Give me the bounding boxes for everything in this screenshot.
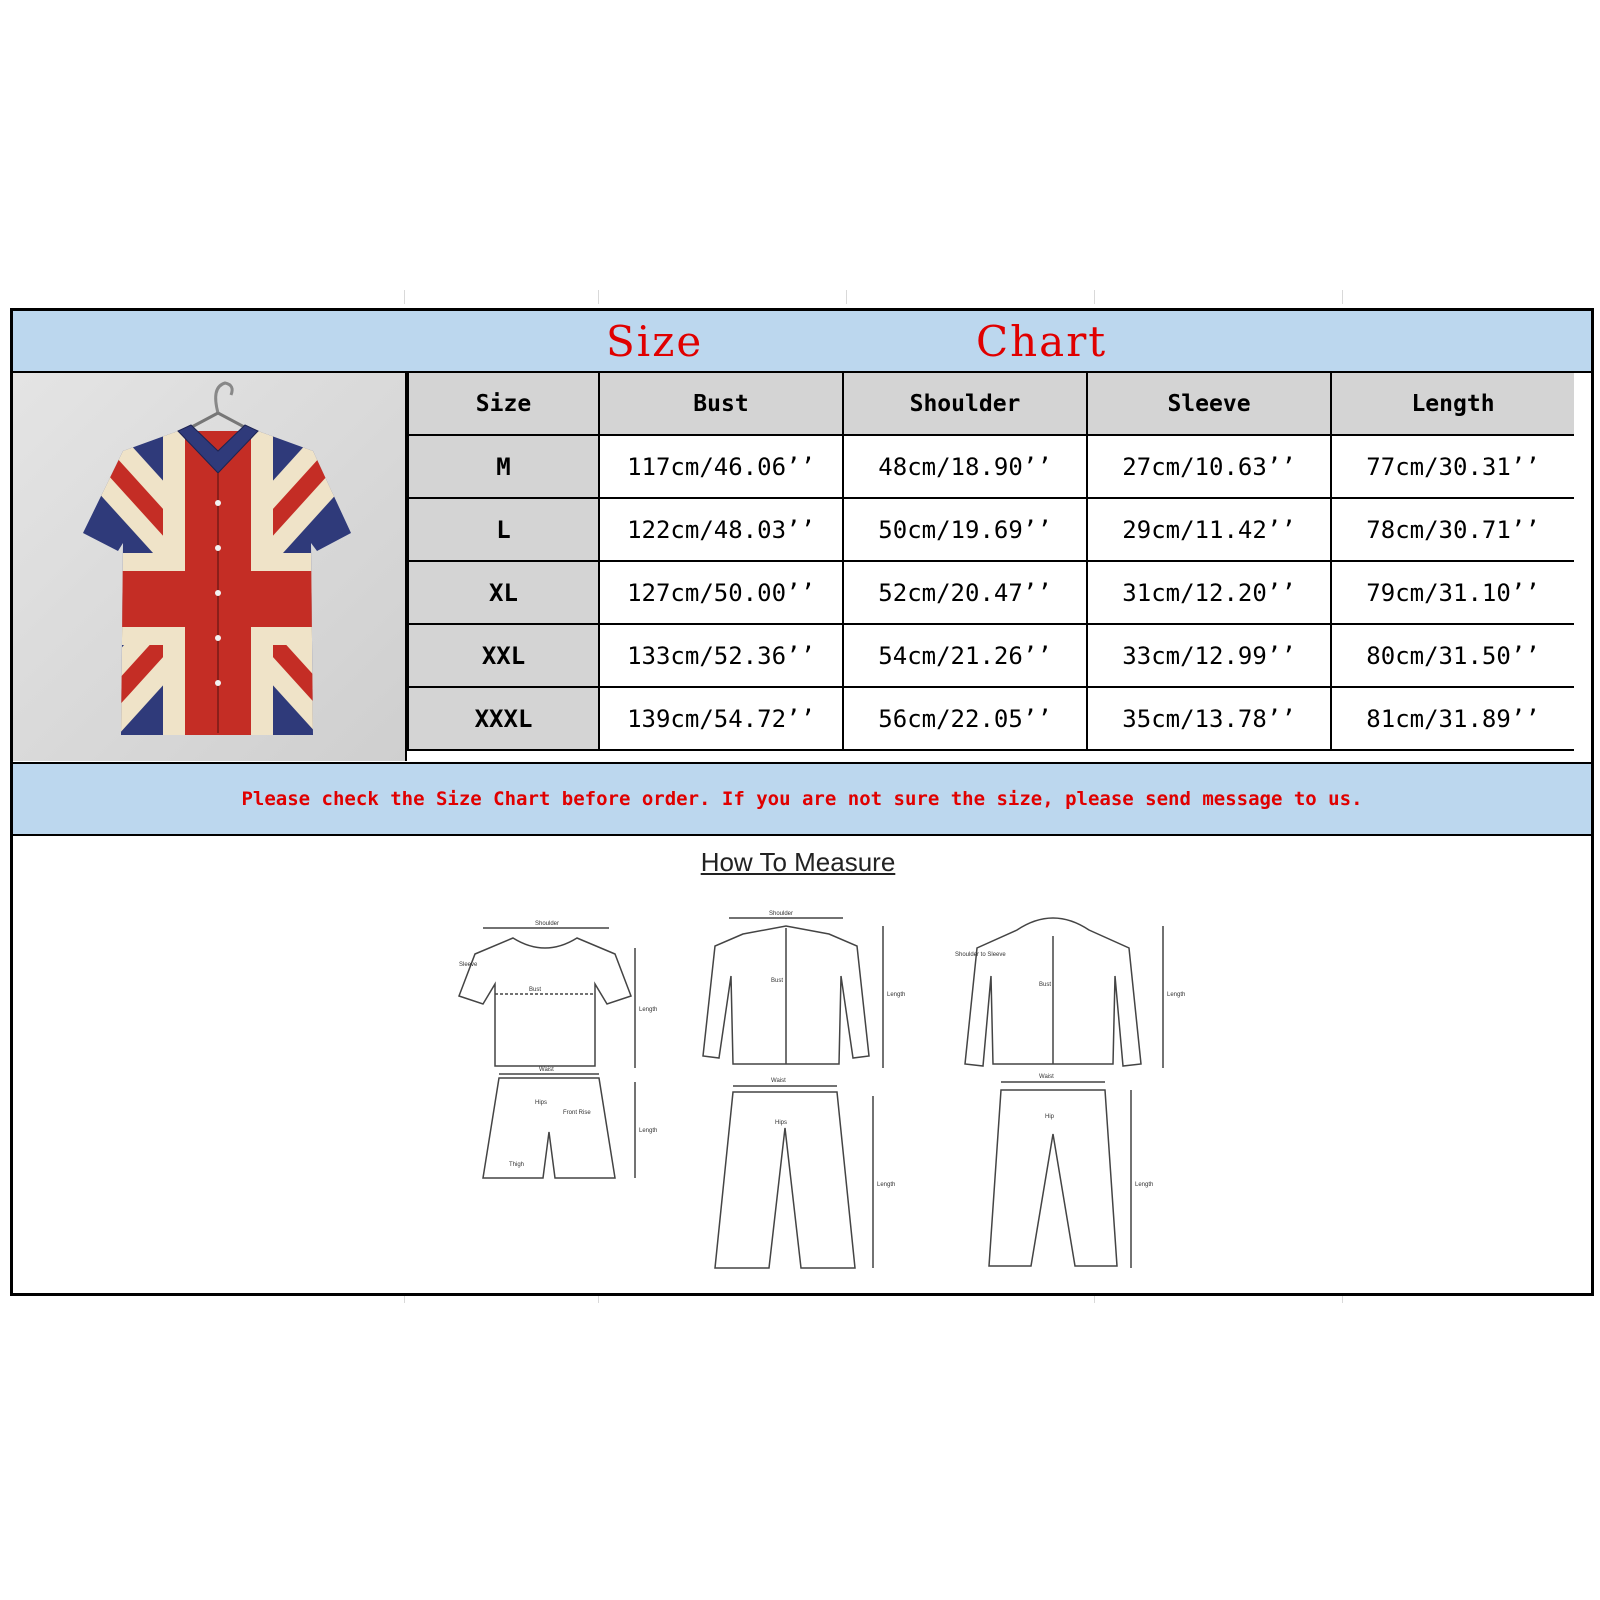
shoulder-cell: 50cm/19.69’’	[843, 498, 1087, 561]
label-joggers-hip: Hip	[1045, 1114, 1055, 1120]
header-bust: Bust	[599, 373, 843, 435]
sleeve-cell: 31cm/12.20’’	[1087, 561, 1331, 624]
shorts-outline	[483, 1078, 615, 1178]
bust-cell: 122cm/48.03’’	[599, 498, 843, 561]
label-waist: Waist	[539, 1067, 554, 1073]
order-note: Please check the Size Chart before order. If you are not sure the size, please send message to us.	[13, 762, 1591, 836]
sleeve-cell: 27cm/10.63’’	[1087, 435, 1331, 498]
bust-cell: 139cm/54.72’’	[599, 687, 843, 750]
size-chart-sheet	[10, 308, 1594, 1296]
label-hoodie-bust: Bust	[1039, 982, 1052, 988]
label-thigh: Thigh	[509, 1162, 525, 1168]
label-trousers-length: Length	[877, 1182, 896, 1188]
length-cell: 80cm/31.50’’	[1331, 624, 1574, 687]
shoulder-cell: 54cm/21.26’’	[843, 624, 1087, 687]
label-length: Length	[639, 1007, 658, 1013]
table-row	[408, 561, 1574, 624]
how-to-measure-text: How To Measure	[700, 847, 896, 877]
grid-mark	[846, 290, 847, 304]
label-shirt-length: Length	[887, 992, 906, 998]
header-shoulder: Shoulder	[843, 373, 1087, 435]
tshirt-outline	[459, 938, 631, 1066]
measurement-diagram	[403, 896, 1203, 1276]
product-image	[13, 373, 407, 761]
label-hoodie-length: Length	[1167, 992, 1186, 998]
label-shirt-shoulder: Shoulder	[769, 911, 794, 917]
title-band	[13, 311, 1591, 373]
label-trousers-hips: Hips	[775, 1120, 788, 1126]
header-size: Size	[408, 373, 599, 435]
size-cell: XXL	[408, 624, 599, 687]
label-sleeve: Sleeve	[459, 962, 478, 968]
sleeve-cell: 29cm/11.42’’	[1087, 498, 1331, 561]
grid-mark	[1094, 290, 1095, 304]
label-shorts-length: Length	[639, 1128, 658, 1134]
shirt-illustration	[13, 373, 405, 761]
how-to-measure-title	[13, 847, 1591, 878]
grid-mark	[1342, 290, 1343, 304]
label-shirt-bust: Bust	[771, 978, 784, 984]
header-length: Length	[1331, 373, 1574, 435]
bust-cell: 133cm/52.36’’	[599, 624, 843, 687]
header-sleeve: Sleeve	[1087, 373, 1331, 435]
size-table	[407, 373, 1574, 751]
shoulder-cell: 48cm/18.90’’	[843, 435, 1087, 498]
table-row	[408, 687, 1574, 750]
table-row	[408, 624, 1574, 687]
size-cell: L	[408, 498, 599, 561]
sleeve-cell: 35cm/13.78’’	[1087, 687, 1331, 750]
size-cell: XXXL	[408, 687, 599, 750]
bust-cell: 127cm/50.00’’	[599, 561, 843, 624]
shoulder-cell: 56cm/22.05’’	[843, 687, 1087, 750]
label-bust: Bust	[529, 987, 542, 993]
length-cell: 79cm/31.10’’	[1331, 561, 1574, 624]
label-joggers-length: Length	[1135, 1182, 1154, 1188]
sleeve-cell: 33cm/12.99’’	[1087, 624, 1331, 687]
length-cell: 81cm/31.89’’	[1331, 687, 1574, 750]
title-chart: Chart	[976, 317, 1108, 366]
grid-mark	[404, 290, 405, 304]
grid-mark	[598, 290, 599, 304]
length-cell: 77cm/30.31’’	[1331, 435, 1574, 498]
title-size: Size	[606, 317, 704, 366]
shoulder-cell: 52cm/20.47’’	[843, 561, 1087, 624]
size-cell: M	[408, 435, 599, 498]
label-shoulder: Shoulder	[535, 921, 560, 927]
table-row	[408, 435, 1574, 498]
table-row	[408, 498, 1574, 561]
length-cell: 78cm/30.71’’	[1331, 498, 1574, 561]
label-front-rise: Front Rise	[563, 1110, 591, 1116]
trousers-outline	[715, 1092, 855, 1268]
table-header-row	[408, 373, 1574, 435]
label-shoulder-to-sleeve: Shoulder to Sleeve	[955, 952, 1006, 958]
label-trousers-waist: Waist	[771, 1078, 786, 1084]
label-hips: Hips	[535, 1100, 548, 1106]
size-cell: XL	[408, 561, 599, 624]
bust-cell: 117cm/46.06’’	[599, 435, 843, 498]
label-joggers-waist: Waist	[1039, 1074, 1054, 1080]
